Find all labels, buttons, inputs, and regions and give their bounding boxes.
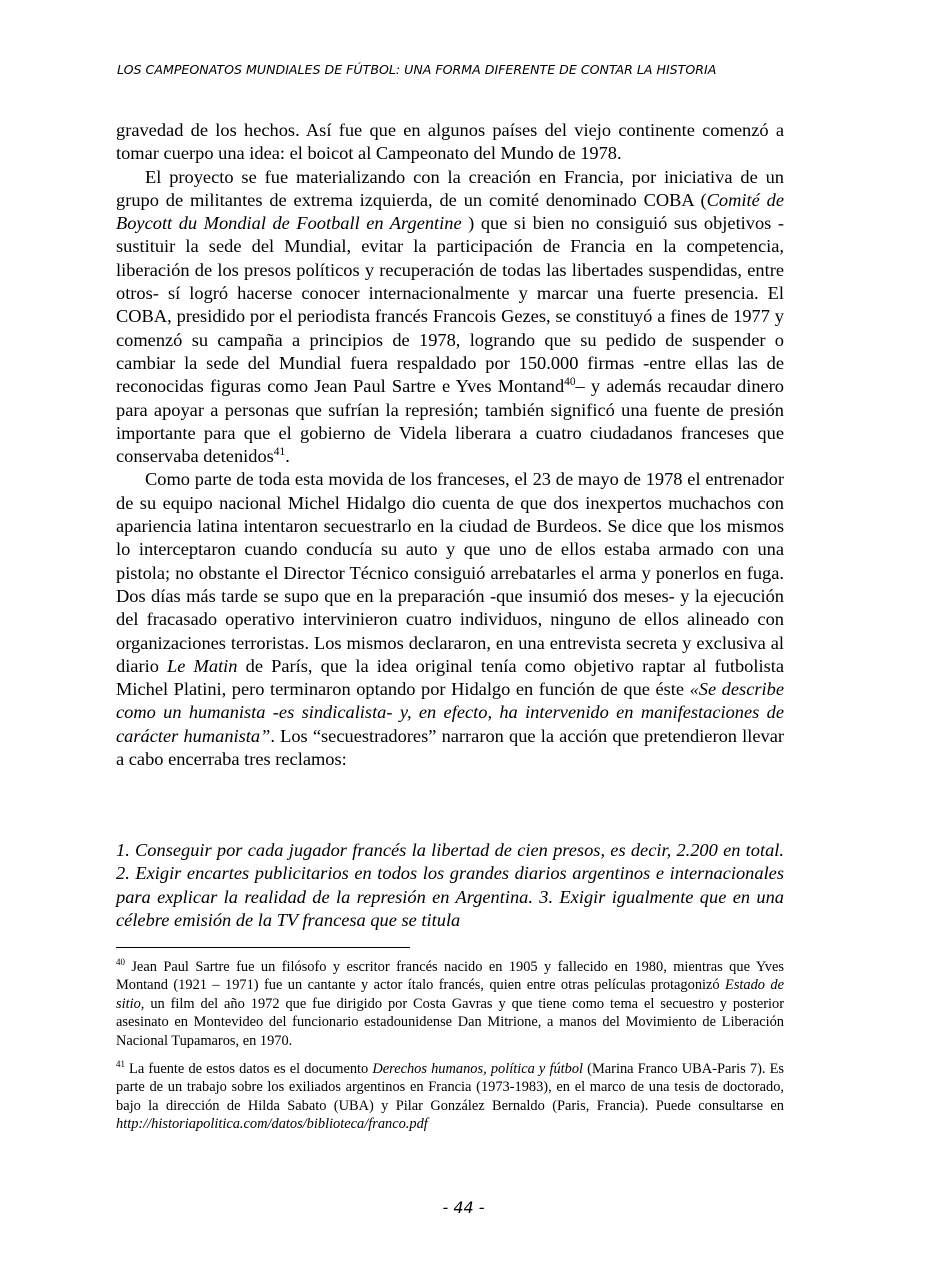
footnote-number: 41 [116,1059,125,1070]
block-quote [116,839,784,932]
text-run: . [285,446,290,467]
text-run: Como parte de toda esta movida de los franceses, el 23 de mayo de 1978 el entrenador de su equipo nacional Michel Hidalgo dio cuenta de que dos inexpertos muchachos con apariencia latina intentaron secuestrarlo en la ciudad de Burdeos. Se dice que los mismos lo interceptaron cuando conducía su auto y que uno de ellos estaba armado con una pistola; no obstante el Director Técnico consiguió arrebatarles el arma y ponerlos en fuga. Dos días más tarde se supo que en la preparación -que insumió dos meses- y la ejecución del fracasado operativo intervinieron cuatro individuos, ninguno de ellos alineado con organizaciones terroristas. Los mismos declararon, en una entrevista secreta y exclusiva al diario [116,469,784,676]
footnote-number: 40 [116,957,125,968]
footnotes [116,958,784,1134]
text-run: El proyecto se fue materializando con la creación en Francia, por iniciativa de un grupo de militantes de extrema izquierda, de un comité denominado COBA ( [116,166,784,210]
text-run: de París, que la idea original tenía como objetivo raptar al futbolista Michel Platini, pero terminaron optando por Hidalgo en función de que éste [116,655,784,700]
paragraph-1: gravedad de los hechos. Así fue que en algunos países del viejo continente comenzó a tomar cuerpo una idea: el boicot al Campeonato del Mundo de 1978. [116,120,784,164]
page-number: - 44 - [442,1198,485,1217]
footnote-separator [116,947,410,948]
paragraph-2 [116,166,784,469]
text-run: La fuente de estos datos es el documento [124,1061,373,1078]
body-text [116,119,784,771]
newspaper-name-italic: Le Matin [167,655,238,676]
text-run: – y además recaudar dinero para apoyar a personas que sufrían la represión; también significó una fuente de presión importante para que el gobierno de Videla liberara a cuatro ciudadanos franceses que conservaba detenidos [116,376,784,467]
block-quote-text: 1. Conseguir por cada jugador francés la libertad de cien presos, es decir, 2.200 en total. 2. Exigir encartes publicitarios en todos los grandes diarios argentinos e internacionales para explicar la realidad de la represión en Argentina. 3. Exigir igualmente que en una célebre emisión de la TV francesa que se titula [116,840,784,930]
running-header: LOS CAMPEONATOS MUNDIALES DE FÚTBOL: UNA FORMA DIFERENTE DE CONTAR LA HISTORIA [117,62,717,77]
text-run: ) que si bien no consiguió sus objetivos -sustituir la sede del Mundial, evitar la participación de Francia en la competencia, liberación de los presos políticos y recuperación de todas las libertades suspendidas, entre otros- sí logró hacerse conocer internacionalmente y marcar una fuerte presencia. El COBA, presidido por el periodista francés Francois Gezes, se constituyó a fines de 1977 y comenzó su campaña a principios de 1978, logrando que su pedido de suspender o cambiar la sede del Mundial fuera respaldado por 150.000 firmas -entre ellas las de reconocidas figuras como Jean Paul Sartre e Yves Montand [116,213,784,397]
text-run: , un film del año 1972 que fue dirigido por Costa Gavras y que tiene como tema el secuestro y posterior asesinato en Montevideo del funcionario estadounidense Dan Mitrione, a manos del Movimiento de Liberación Nacional Tupamaros, en 1970. [116,995,784,1049]
footnote-ref-41[interactable]: 41 [273,446,286,459]
text-run: (Marina Franco UBA-Paris 7). Es parte de un trabajo sobre los exiliados argentinos en Francia (1973-1983), en el marco de una tesis de doctorado, bajo la dirección de Hilda Sabato (UBA) y Pilar González Bernaldo (Paris, Francia). Puede consultarse en [116,1061,784,1114]
footnote-ref-40[interactable]: 40 [564,376,576,389]
footnote-41 [116,1060,784,1134]
paragraph-3 [116,468,784,771]
source-url[interactable]: http://historiapolitica.com/datos/biblioteca/franco.pdf [116,1116,428,1133]
footnote-40 [116,958,784,1050]
text-run: Jean Paul Sartre fue un filósofo y escritor francés nacido en 1905 y fallecido en 1980, mientras que Yves Montand (1921 – 1971) fue un cantante y actor ítalo francés, quien entre otras películas protagonizó [116,959,784,994]
inline-quote-italic: «Se describe como un humanista -es sindicalista- y, en efecto, ha intervenido en manifestaciones de carácter humanista” [116,679,784,746]
document-title-italic: Derechos humanos, política y fútbol [372,1061,584,1078]
text-run: . Los “secuestradores” narraron que la acción que pretendieron llevar a cabo encerraba tres reclamos: [116,725,785,770]
film-title-italic: Estado de sitio [116,977,785,1012]
committee-name-italic: Comité de Boycott du Mondial de Football en Argentine [116,189,784,234]
